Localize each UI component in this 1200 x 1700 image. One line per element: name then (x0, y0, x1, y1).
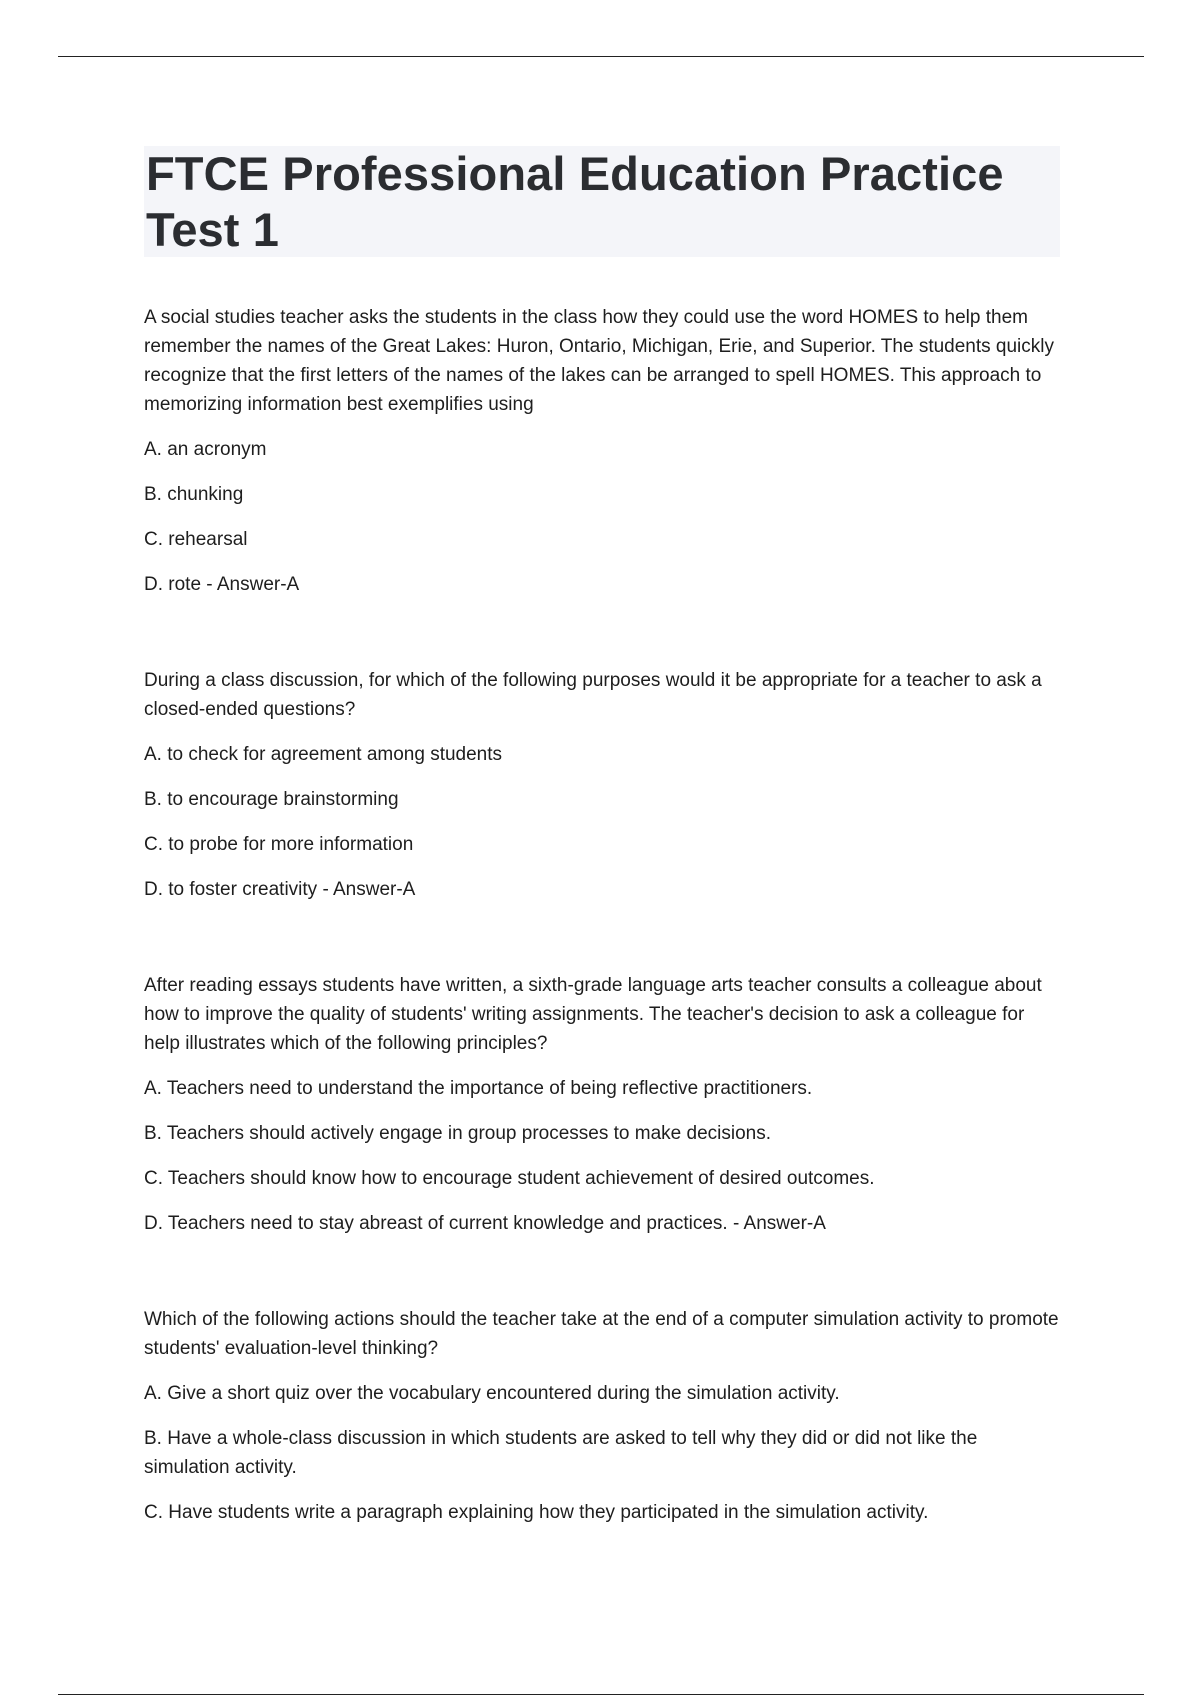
answer-option-d: D. Teachers need to stay abreast of current knowledge and practices. - Answer-A (144, 1213, 826, 1234)
question-3 (144, 971, 1060, 1238)
bottom-divider (58, 1694, 1144, 1695)
answer-option-b: B. to encourage brainstorming (144, 789, 399, 810)
answer-option-c: C. rehearsal (144, 529, 248, 550)
answer-option-b: B. Teachers should actively engage in group processes to make decisions. (144, 1123, 772, 1144)
title-banner (144, 146, 1060, 257)
answer-option-a: A. Teachers need to understand the importance of being reflective practitioners. (144, 1078, 813, 1099)
question-1 (144, 303, 1060, 599)
page-title: FTCE Professional Education Practice Test 1 (146, 147, 1004, 256)
question-stem: After reading essays students have written, a sixth-grade language arts teacher consults a colleague about how to improve the quality of students' writing assignments. The teacher's decision to ask a colleague for help illustrates which of the following principles? (144, 975, 1042, 1054)
answer-option-d: D. to foster creativity - Answer-A (144, 879, 416, 900)
answer-option-a: A. Give a short quiz over the vocabulary encountered during the simulation activity. (144, 1383, 840, 1404)
question-stem: A social studies teacher asks the students in the class how they could use the word HOMES to help them remember the names of the Great Lakes: Huron, Ontario, Michigan, Erie, and Superior. The students quickly recognize that the first letters of the names of the lakes can be arranged to spell HOMES. This approach to memorizing information best exemplifies using (144, 307, 1054, 415)
answer-option-d: D. rote - Answer-A (144, 574, 300, 595)
top-divider (58, 56, 1144, 57)
answer-option-a: A. an acronym (144, 439, 267, 460)
answer-option-b: B. chunking (144, 484, 244, 505)
answer-option-c: C. Have students write a paragraph explaining how they participated in the simulation activity. (144, 1502, 929, 1523)
answer-option-c: C. Teachers should know how to encourage student achievement of desired outcomes. (144, 1168, 875, 1189)
question-2 (144, 666, 1060, 904)
answer-option-b: B. Have a whole-class discussion in which students are asked to tell why they did or did not like the simulation activity. (144, 1428, 978, 1478)
answer-option-c: C. to probe for more information (144, 834, 414, 855)
answer-option-a: A. to check for agreement among students (144, 744, 503, 765)
question-4 (144, 1305, 1060, 1527)
document-body (144, 146, 1060, 1594)
question-stem: Which of the following actions should the teacher take at the end of a computer simulation activity to promote students' evaluation-level thinking? (144, 1309, 1059, 1359)
question-stem: During a class discussion, for which of the following purposes would it be appropriate for a teacher to ask a closed-ended questions? (144, 670, 1042, 720)
